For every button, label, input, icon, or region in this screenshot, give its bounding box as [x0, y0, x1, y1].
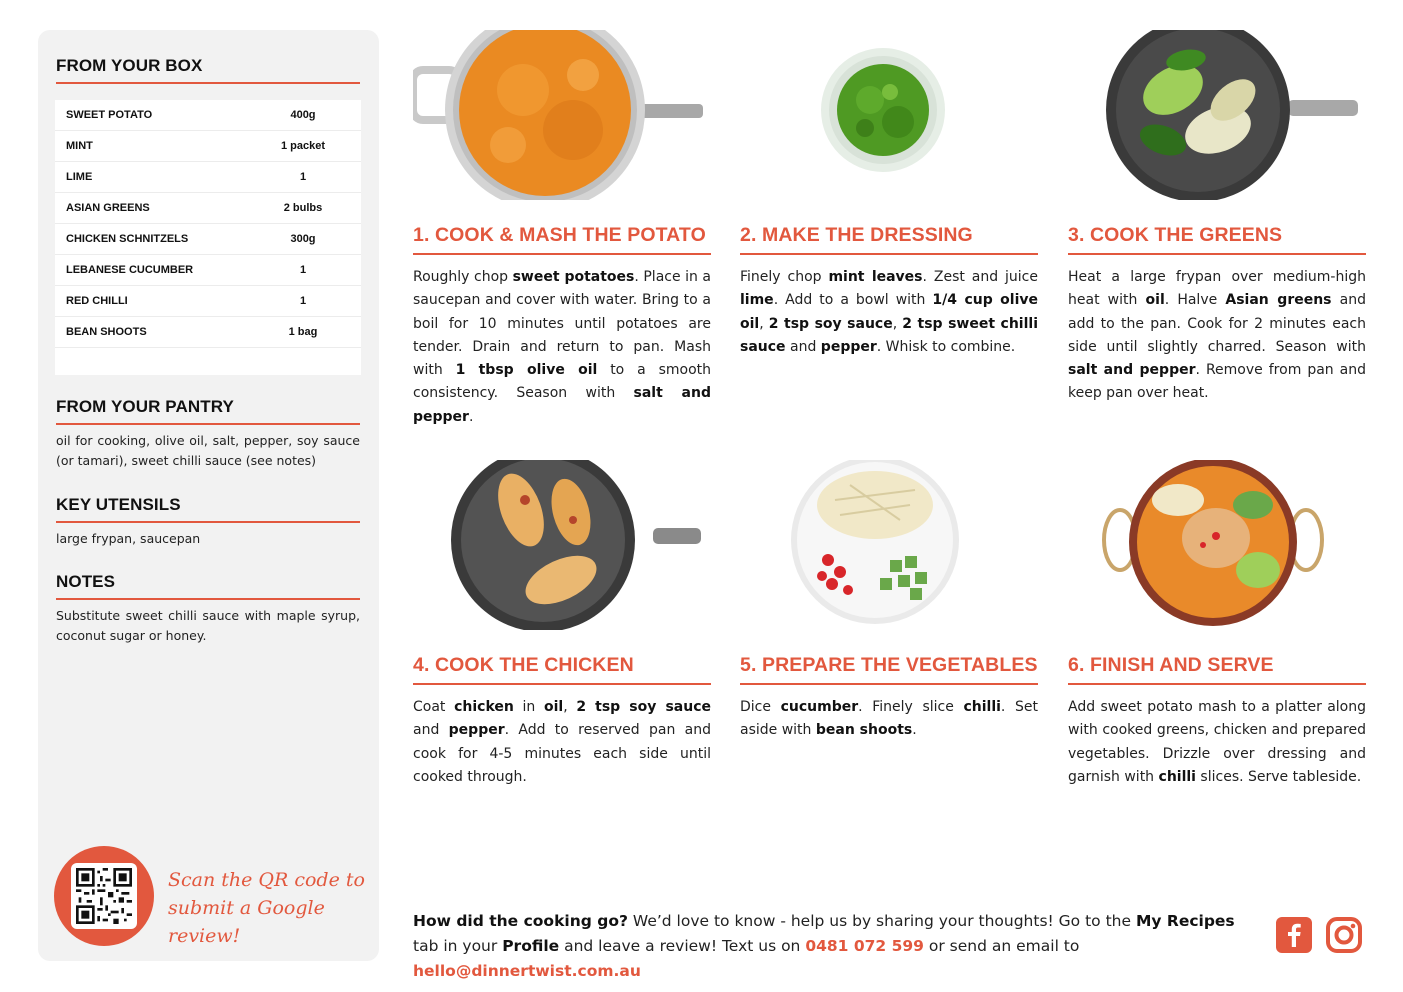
qr-caption-line2: submit a Google review!	[168, 897, 325, 947]
bold-text: 2 tsp sweet chilli sauce	[740, 315, 1039, 355]
bold-text: pepper	[820, 338, 877, 355]
bold-text: 1 tbsp olive oil	[455, 362, 598, 379]
ingredient-quantity: 1	[299, 171, 307, 183]
text-run: . Add to reserved pan and cook for 4-5 minutes each side until cooked through.	[413, 722, 711, 785]
ingredient-row	[55, 100, 361, 131]
bold-text: Profile	[502, 937, 560, 955]
ingredient-name: CHICKEN SCHNITZELS	[66, 233, 189, 245]
facebook-icon[interactable]	[1275, 916, 1313, 954]
text-run: .	[468, 408, 474, 425]
text-run: . Remove from pan and keep pan over heat.	[1068, 362, 1366, 402]
bold-text: bean shoots	[815, 722, 913, 739]
ingredient-row	[55, 162, 361, 193]
bold-text: sweet potatoes	[512, 269, 635, 285]
bold-text: salt and pepper	[1068, 362, 1196, 379]
mint-dressing-image	[740, 30, 1038, 200]
qr-code-icon	[71, 863, 137, 929]
step-5-text	[740, 696, 1038, 743]
text-run: ,	[759, 315, 769, 332]
qr-caption	[168, 866, 368, 950]
asian-greens-image	[1068, 30, 1366, 200]
ingredient-name: ASIAN GREENS	[66, 202, 150, 214]
text-run: Dice	[740, 699, 781, 715]
text-run: Roughly chop	[413, 269, 513, 285]
text-run: . Place in a saucepan and cover with water. Bring to a boil for 10 minutes until potatoes are tender. Drain and return to pan. Mash with	[413, 269, 711, 379]
bold-text: salt and pepper	[413, 385, 711, 425]
step-6-text	[1068, 696, 1366, 789]
text-run: Heat a large frypan over medium-high heat with	[1068, 269, 1366, 309]
qr-caption-line1: Scan the QR code to	[168, 869, 365, 891]
ingredient-quantity: 1 packet	[280, 140, 326, 152]
contact-link[interactable]: 0481 072 599	[805, 937, 924, 955]
ingredient-quantity: 400g	[290, 109, 316, 121]
text-run: Finely chop	[740, 269, 829, 285]
qr-code-badge[interactable]	[54, 846, 154, 946]
ingredient-row	[55, 286, 361, 317]
text-run: . Set aside with	[740, 699, 1038, 739]
box-ingredients-table	[55, 100, 361, 375]
text-run: . Add to a bowl with	[773, 292, 933, 309]
text-run: and	[413, 722, 449, 739]
bold-text: chilli	[1158, 768, 1196, 785]
served-platter-image	[1068, 460, 1366, 630]
ingredient-row	[55, 131, 361, 162]
bold-text: Asian greens	[1225, 292, 1332, 309]
ingredients-panel	[38, 30, 379, 961]
bold-text: mint leaves	[828, 269, 923, 285]
ingredient-row	[55, 224, 361, 255]
vegetables-image	[740, 460, 1038, 630]
text-run: or send an email to	[923, 937, 1080, 955]
bold-text: chilli	[963, 699, 1001, 715]
step-1-text	[413, 266, 711, 429]
text-run: and	[785, 338, 821, 355]
bold-text: cucumber	[780, 699, 859, 715]
pantry-text: oil for cooking, olive oil, salt, pepper, soy sauce (or tamari), sweet chilli sauce (see notes)	[56, 433, 360, 468]
step-3-text	[1068, 266, 1366, 406]
ingredient-name: BEAN SHOOTS	[66, 326, 147, 338]
bold-text: 1/4 cup olive oil	[740, 292, 1039, 332]
notes-title: NOTES	[56, 572, 360, 600]
contact-link[interactable]: hello@dinnertwist.com.au	[413, 962, 641, 980]
ingredient-name: LIME	[66, 171, 93, 183]
bold-text: oil	[543, 699, 564, 715]
step-4-title: 4. COOK THE CHICKEN	[413, 654, 711, 685]
text-run: ,	[563, 699, 577, 715]
utensils-title: KEY UTENSILS	[56, 495, 360, 523]
ingredient-name: RED CHILLI	[66, 295, 128, 307]
feedback-footer	[413, 909, 1263, 984]
step-3-title: 3. COOK THE GREENS	[1068, 224, 1366, 255]
bold-text: My Recipes	[1135, 912, 1235, 930]
text-run: . Finely slice	[858, 699, 964, 715]
chicken-image	[413, 460, 711, 630]
ingredient-quantity: 1	[299, 264, 307, 276]
text-run: in	[513, 699, 544, 715]
bold-text: How did the cooking go?	[413, 912, 628, 930]
step-6-title: 6. FINISH AND SERVE	[1068, 654, 1366, 685]
text-run: .	[912, 722, 917, 739]
text-run: tab in your	[413, 937, 503, 955]
bold-text: oil	[1145, 292, 1165, 309]
text-run: Add sweet potato mash to a platter along with cooked greens, chicken and prepared vegetables. Drizzle over dressing and garnish with	[1068, 699, 1366, 785]
pantry-title: FROM YOUR PANTRY	[56, 397, 360, 425]
ingredient-row	[55, 317, 361, 348]
mashed-sweet-potato-image	[413, 30, 711, 200]
bold-text: lime	[740, 292, 774, 309]
box-title: FROM YOUR BOX	[56, 56, 360, 84]
bold-text: pepper	[448, 722, 505, 739]
step-1-title: 1. COOK & MASH THE POTATO	[413, 224, 711, 255]
step-5-title: 5. PREPARE THE VEGETABLES	[740, 654, 1038, 685]
step-2-text	[740, 266, 1038, 359]
text-run: and add to the pan. Cook for 2 minutes each side until slightly charred. Season with	[1068, 292, 1366, 355]
text-run: ,	[892, 315, 903, 332]
ingredient-quantity: 1	[299, 295, 307, 307]
bold-text: 2 tsp soy sauce	[576, 699, 712, 715]
bold-text: chicken	[454, 699, 514, 715]
ingredient-name: MINT	[66, 140, 93, 152]
ingredient-quantity: 1 bag	[288, 326, 318, 338]
step-2-title: 2. MAKE THE DRESSING	[740, 224, 1038, 255]
ingredient-name: LEBANESE CUCUMBER	[66, 264, 194, 276]
utensils-text: large frypan, saucepan	[56, 531, 201, 546]
text-run: . Zest and juice	[922, 269, 1038, 285]
text-run: slices. Serve tableside.	[1195, 768, 1362, 785]
step-4-text	[413, 696, 711, 789]
ingredient-row	[55, 193, 361, 224]
text-run: Coat	[413, 699, 455, 715]
bold-text: 2 tsp soy sauce	[768, 315, 893, 332]
ingredient-name: SWEET POTATO	[66, 109, 153, 121]
ingredient-row	[55, 255, 361, 286]
ingredient-quantity: 300g	[290, 233, 316, 245]
instagram-icon[interactable]	[1325, 916, 1363, 954]
ingredient-quantity: 2 bulbs	[283, 202, 323, 214]
text-run: . Whisk to combine.	[876, 338, 1016, 355]
text-run: to a smooth consistency. Season with	[413, 362, 711, 402]
notes-text: Substitute sweet chilli sauce with maple syrup, coconut sugar or honey.	[56, 608, 360, 643]
text-run: We’d love to know - help us by sharing your thoughts! Go to the	[627, 912, 1136, 930]
text-run: . Halve	[1164, 292, 1226, 309]
text-run: and leave a review! Text us on	[559, 937, 806, 955]
